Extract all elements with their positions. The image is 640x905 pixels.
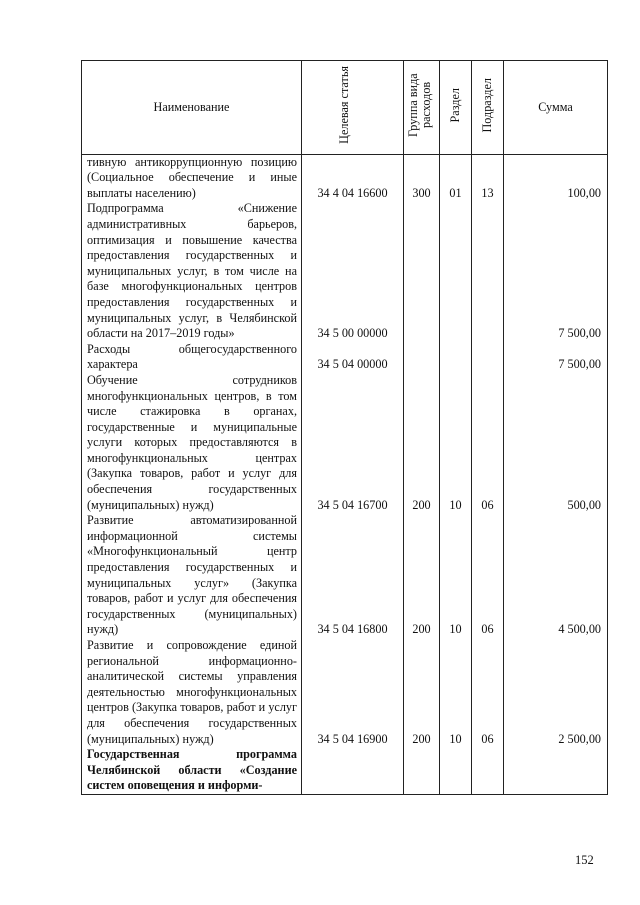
row-sum bbox=[504, 747, 608, 794]
row-section bbox=[440, 342, 472, 373]
page-number: 152 bbox=[575, 853, 594, 867]
row-section bbox=[440, 201, 472, 341]
row-subsection bbox=[472, 747, 504, 794]
row-sum: 500,00 bbox=[504, 373, 608, 513]
row-name: тивную антикоррупционную позицию (Социальное обеспечение и иные выплаты населению) bbox=[82, 154, 302, 201]
table-row bbox=[82, 513, 608, 638]
row-subsection: 06 bbox=[472, 373, 504, 513]
row-sum: 7 500,00 bbox=[504, 342, 608, 373]
row-section: 10 bbox=[440, 638, 472, 747]
row-target: 34 5 04 16900 bbox=[302, 638, 404, 747]
row-group: 200 bbox=[404, 638, 440, 747]
table-row bbox=[82, 638, 608, 747]
row-name: Развитие автоматизированной информационной системы «Многофункциональный центр предоставления государственных и муниципальных услуг» (Закупка товаров, работ и услуг для обеспечения государственных (муниципальных) нужд) bbox=[82, 513, 302, 638]
table-row bbox=[82, 154, 608, 201]
row-sum: 100,00 bbox=[504, 154, 608, 201]
table-row bbox=[82, 373, 608, 513]
row-section: 01 bbox=[440, 154, 472, 201]
row-sum: 7 500,00 bbox=[504, 201, 608, 341]
header-target: Целевая статья bbox=[302, 61, 404, 155]
row-name: Обучение сотрудников многофункциональных центров, в том числе стажировка в органах, государственные и муниципальные услуги которых предоставляются в многофункциональных центрах (Закупка товаров, работ и услуг для обеспечения государственных (муниципальных) нужд) bbox=[82, 373, 302, 513]
row-section bbox=[440, 747, 472, 794]
row-target bbox=[302, 747, 404, 794]
row-sum: 4 500,00 bbox=[504, 513, 608, 638]
row-sum: 2 500,00 bbox=[504, 638, 608, 747]
row-subsection bbox=[472, 342, 504, 373]
row-name: Государственная программа Челябинской области «Создание систем оповещения и информи- bbox=[82, 747, 302, 794]
row-name: Подпрограмма «Снижение административных барьеров, оптимизация и повышение качества предоставления государственных и муниципальных услуг, в том числе на базе многофункциональных центров предоставления государственных и муниципальных услуг, в Челябинской области на 2017–2019 годы» bbox=[82, 201, 302, 341]
header-name: Наименование bbox=[82, 61, 302, 155]
row-group: 300 bbox=[404, 154, 440, 201]
header-sum: Сумма bbox=[504, 61, 608, 155]
row-group: 200 bbox=[404, 513, 440, 638]
budget-table bbox=[81, 60, 608, 795]
row-subsection bbox=[472, 201, 504, 341]
row-group bbox=[404, 747, 440, 794]
table-row bbox=[82, 747, 608, 794]
row-target: 34 5 04 16800 bbox=[302, 513, 404, 638]
row-target: 34 5 00 00000 bbox=[302, 201, 404, 341]
row-group bbox=[404, 201, 440, 341]
table-row bbox=[82, 342, 608, 373]
row-subsection: 06 bbox=[472, 638, 504, 747]
row-subsection: 06 bbox=[472, 513, 504, 638]
row-section: 10 bbox=[440, 373, 472, 513]
row-target: 34 5 04 16700 bbox=[302, 373, 404, 513]
header-group: Группа вида расходов bbox=[404, 61, 440, 155]
row-name: Расходы общегосударственного характера bbox=[82, 342, 302, 373]
row-group: 200 bbox=[404, 373, 440, 513]
row-section: 10 bbox=[440, 513, 472, 638]
row-group bbox=[404, 342, 440, 373]
header-subsection: Подраздел bbox=[472, 61, 504, 155]
row-subsection: 13 bbox=[472, 154, 504, 201]
row-target: 34 4 04 16600 bbox=[302, 154, 404, 201]
header-row bbox=[82, 61, 608, 155]
row-name: Развитие и сопровождение единой региональной информационно-аналитической системы управления деятельностью многофункциональных центров (Закупка товаров, работ и услуг для обеспечения государственных (муниципальных) нужд) bbox=[82, 638, 302, 747]
table-row bbox=[82, 201, 608, 341]
row-target: 34 5 04 00000 bbox=[302, 342, 404, 373]
header-section: Раздел bbox=[440, 61, 472, 155]
